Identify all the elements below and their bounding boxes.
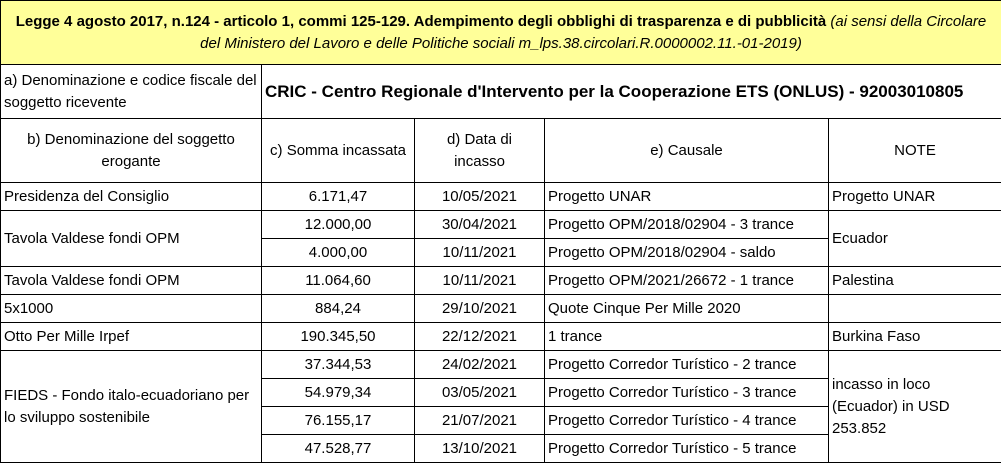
page-header: [1, 1, 1001, 65]
page-subtitle: (ai sensi della Circolare del Ministero del Lavoro e delle Politiche sociali m_lps.38.circolari.R.0000002.11.-01-2019): [200, 13, 986, 52]
cell-note: Burkina Faso: [829, 323, 1001, 351]
col-header-somma: c) Somma incassata: [262, 119, 415, 183]
cell-somma: 12.000,00: [262, 211, 415, 239]
cell-data: 24/02/2021: [415, 351, 545, 379]
cell-data: 13/10/2021: [415, 435, 545, 463]
header-row: [1, 1, 1001, 65]
cell-data: 30/04/2021: [415, 211, 545, 239]
cell-somma: 11.064,60: [262, 267, 415, 295]
cell-note: Ecuador: [829, 211, 1001, 267]
cell-erogante: Tavola Valdese fondi OPM: [1, 267, 262, 295]
table-row: [1, 295, 1001, 323]
cell-data: 03/05/2021: [415, 379, 545, 407]
cell-data: 10/11/2021: [415, 239, 545, 267]
table-row: [1, 211, 1001, 239]
col-header-note: NOTE: [829, 119, 1001, 183]
cell-erogante: Tavola Valdese fondi OPM: [1, 211, 262, 267]
cell-causale: Progetto OPM/2018/02904 - 3 trance: [545, 211, 829, 239]
cell-somma: 884,24: [262, 295, 415, 323]
soggetto-value: CRIC - Centro Regionale d'Intervento per la Cooperazione ETS (ONLUS) - 92003010805: [262, 65, 1001, 119]
col-header-data: d) Data di incasso: [415, 119, 545, 183]
cell-somma: 54.979,34: [262, 379, 415, 407]
cell-somma: 190.345,50: [262, 323, 415, 351]
page-title: Legge 4 agosto 2017, n.124 - articolo 1, commi 125-129. Adempimento degli obblighi di trasparenza e di pubblicità: [16, 13, 826, 30]
cell-note: Palestina: [829, 267, 1001, 295]
col-header-erogante: b) Denominazione del soggetto erogante: [1, 119, 262, 183]
table-row: [1, 323, 1001, 351]
cell-somma: 47.528,77: [262, 435, 415, 463]
cell-somma: 6.171,47: [262, 183, 415, 211]
cell-note: [829, 295, 1001, 323]
soggetto-row: [1, 65, 1001, 119]
table-row: [1, 351, 1001, 379]
cell-causale: Progetto OPM/2018/02904 - saldo: [545, 239, 829, 267]
cell-causale: Progetto Corredor Turístico - 2 trance: [545, 351, 829, 379]
cell-erogante: 5x1000: [1, 295, 262, 323]
cell-data: 22/12/2021: [415, 323, 545, 351]
cell-erogante: Presidenza del Consiglio: [1, 183, 262, 211]
cell-data: 29/10/2021: [415, 295, 545, 323]
cell-data: 10/05/2021: [415, 183, 545, 211]
cell-causale: Progetto Corredor Turístico - 3 trance: [545, 379, 829, 407]
cell-somma: 37.344,53: [262, 351, 415, 379]
cell-causale: Progetto Corredor Turístico - 5 trance: [545, 435, 829, 463]
cell-causale: Progetto OPM/2021/26672 - 1 trance: [545, 267, 829, 295]
cell-somma: 4.000,00: [262, 239, 415, 267]
cell-data: 21/07/2021: [415, 407, 545, 435]
cell-data: 10/11/2021: [415, 267, 545, 295]
cell-erogante: Otto Per Mille Irpef: [1, 323, 262, 351]
cell-somma: 76.155,17: [262, 407, 415, 435]
table-row: [1, 267, 1001, 295]
table-row: [1, 183, 1001, 211]
cell-note: incasso in loco (Ecuador) in USD 253.852: [829, 351, 1001, 463]
cell-causale: Progetto Corredor Turístico - 4 trance: [545, 407, 829, 435]
soggetto-label: a) Denominazione e codice fiscale del soggetto ricevente: [1, 65, 262, 119]
cell-causale: 1 trance: [545, 323, 829, 351]
col-header-causale: e) Causale: [545, 119, 829, 183]
column-header-row: [1, 119, 1001, 183]
cell-note: Progetto UNAR: [829, 183, 1001, 211]
cell-causale: Progetto UNAR: [545, 183, 829, 211]
cell-erogante: FIEDS - Fondo italo-ecuadoriano per lo sviluppo sostenibile: [1, 351, 262, 463]
cell-causale: Quote Cinque Per Mille 2020: [545, 295, 829, 323]
